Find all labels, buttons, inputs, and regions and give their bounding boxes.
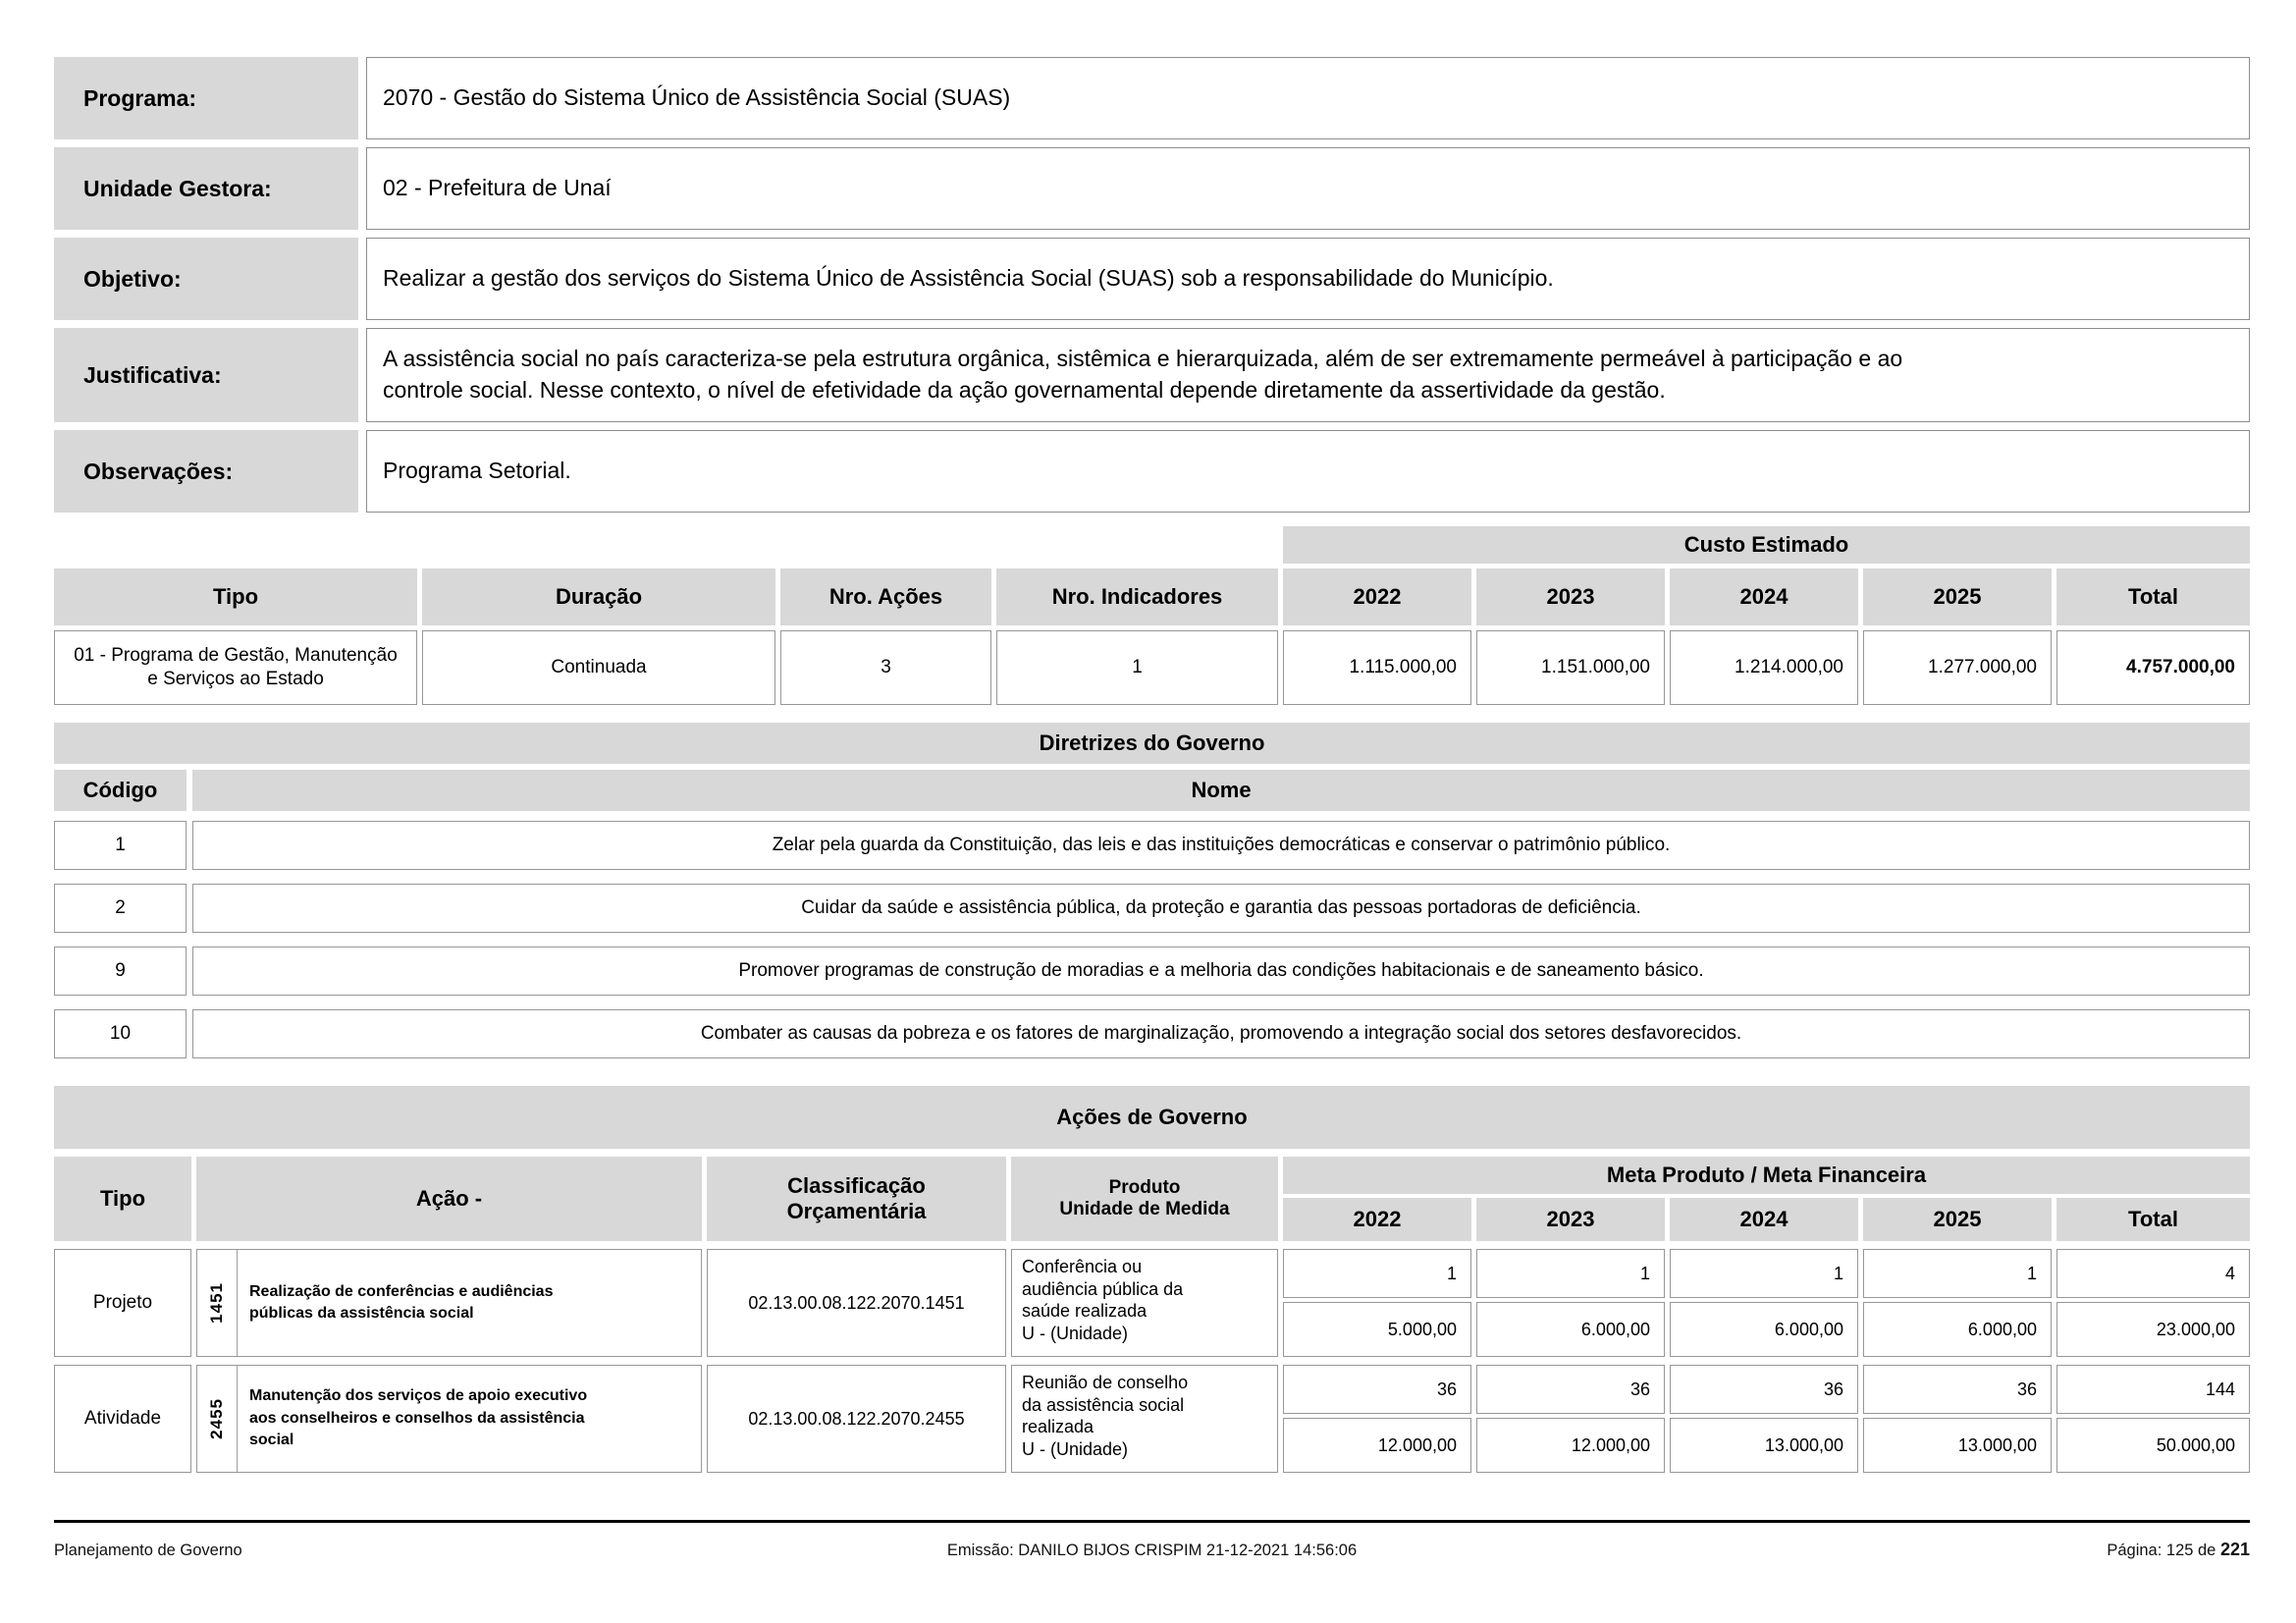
acoes-header-2022: 2022 (1283, 1198, 1471, 1241)
footer-report-name: Planejamento de Governo (54, 1542, 242, 1559)
meta-produto-2025: 1 (1863, 1249, 2052, 1298)
meta-financeira-2025: 13.000,00 (1863, 1418, 2052, 1473)
acao-numero-text: 1451 (207, 1282, 226, 1324)
acao-numero (197, 1366, 238, 1472)
custo-header-2022: 2022 (1283, 568, 1471, 625)
acao-row-projeto-1451 (54, 1249, 2250, 1357)
acao-classificacao: 02.13.00.08.122.2070.2455 (707, 1365, 1006, 1473)
acao-produto-desc: Reunião de conselho da assistência social realizada (1022, 1373, 1189, 1436)
meta-produto-total: 144 (2056, 1365, 2250, 1414)
acao-produto (1011, 1249, 1278, 1357)
custo-cell-total: 4.757.000,00 (2056, 630, 2250, 705)
diretriz-row-10 (54, 1009, 2250, 1058)
footer-divider (54, 1520, 2250, 1523)
diretriz-row-1 (54, 821, 2250, 870)
info-row-justificativa (54, 328, 2250, 422)
justificativa-label: Justificativa: (54, 328, 358, 422)
acoes-header-classificacao-text: Classificação Orçamentária (786, 1173, 927, 1223)
observacoes-label: Observações: (54, 430, 358, 513)
info-row-programa (54, 57, 2250, 139)
custo-cell-nro-indicadores: 1 (996, 630, 1278, 705)
diretrizes-title: Diretrizes do Governo (54, 723, 2250, 764)
acoes-header-produto (1011, 1157, 1278, 1241)
acao-row-atividade-2455 (54, 1365, 2250, 1473)
acoes-header-2024: 2024 (1670, 1198, 1858, 1241)
footer-page-label: Página: 125 de (2107, 1542, 2216, 1559)
programa-value (366, 57, 2250, 139)
unidade-gestora-label: Unidade Gestora: (54, 147, 358, 230)
acao-tipo: Projeto (54, 1249, 191, 1357)
diretrizes-header-codigo: Código (54, 770, 187, 811)
diretriz-codigo: 10 (54, 1009, 187, 1058)
meta-produto-2022: 1 (1283, 1249, 1471, 1298)
acao-produto-unidade: U - (Unidade) (1022, 1438, 1129, 1459)
custo-estimado-title: Custo Estimado (1283, 526, 2250, 564)
unidade-gestora-value-text: 02 - Prefeitura de Unaí (383, 175, 612, 201)
meta-financeira-2024: 6.000,00 (1670, 1302, 1858, 1357)
custo-cell-2024: 1.214.000,00 (1670, 630, 1858, 705)
report-page (54, 57, 2250, 1473)
unidade-gestora-value (366, 147, 2250, 230)
acao-numero-text: 2455 (207, 1398, 226, 1439)
programa-value-text: 2070 - Gestão do Sistema Único de Assistência Social (SUAS) (383, 84, 1011, 111)
custo-tipo-text: 01 - Programa de Gestão, Manutenção e Serviços ao Estado (74, 645, 398, 689)
acoes-header-produto-line1: Produto (1108, 1176, 1181, 1198)
acoes-header (54, 1157, 2250, 1241)
acoes-header-produto-line2: Unidade de Medida (1059, 1199, 1230, 1219)
programa-label: Programa: (54, 57, 358, 139)
custo-header-nro-indicadores: Nro. Indicadores (996, 568, 1278, 625)
acoes-header-total: Total (2056, 1198, 2250, 1241)
diretriz-codigo: 1 (54, 821, 187, 870)
footer-page-total: 221 (2219, 1540, 2250, 1559)
acoes-header-acao: Ação - (196, 1157, 702, 1241)
meta-produto-total: 4 (2056, 1249, 2250, 1298)
acao-descricao (238, 1366, 701, 1472)
acao-produto-desc: Conferência ou audiência pública da saúde realizada (1022, 1257, 1184, 1321)
meta-produto-2023: 1 (1476, 1249, 1665, 1298)
footer (54, 1540, 2250, 1560)
meta-financeira-total: 50.000,00 (2056, 1418, 2250, 1473)
custo-cell-duracao: Continuada (422, 630, 775, 705)
custo-cell-2023: 1.151.000,00 (1476, 630, 1665, 705)
info-row-unidade-gestora (54, 147, 2250, 230)
diretriz-codigo: 2 (54, 884, 187, 933)
acoes-header-2023: 2023 (1476, 1198, 1665, 1241)
diretriz-row-9 (54, 947, 2250, 996)
objetivo-value-text: Realizar a gestão dos serviços do Sistema Único de Assistência Social (SUAS) sob a responsabilidade do Município. (383, 265, 1554, 292)
meta-financeira-2023: 6.000,00 (1476, 1302, 1665, 1357)
meta-produto-2024: 36 (1670, 1365, 1858, 1414)
acao-produto-unidade: U - (Unidade) (1022, 1323, 1129, 1343)
acao-classificacao: 02.13.00.08.122.2070.1451 (707, 1249, 1006, 1357)
meta-produto-2024: 1 (1670, 1249, 1858, 1298)
acoes-header-2025: 2025 (1863, 1198, 2052, 1241)
acao-numero (197, 1250, 238, 1356)
meta-financeira-2022: 5.000,00 (1283, 1302, 1471, 1357)
observacoes-value (366, 430, 2250, 513)
custo-header-total: Total (2056, 568, 2250, 625)
justificativa-value (366, 328, 2250, 422)
diretriz-nome: Zelar pela guarda da Constituição, das leis e das instituições democráticas e conservar o patrimônio público. (192, 821, 2250, 870)
diretrizes-header-row (54, 770, 2250, 811)
acao-descricao-text: Realização de conferências e audiências públicas da assistência social (249, 1282, 554, 1322)
custo-cell-2022: 1.115.000,00 (1283, 630, 1471, 705)
diretriz-nome: Combater as causas da pobreza e os fatores de marginalização, promovendo a integração social dos setores desfavorecidos. (192, 1009, 2250, 1058)
diretriz-nome: Promover programas de construção de moradias e a melhoria das condições habitacionais e de saneamento básico. (192, 947, 2250, 996)
acoes-header-classificacao (707, 1157, 1006, 1241)
diretriz-codigo: 9 (54, 947, 187, 996)
acao-descricao-cell (196, 1365, 702, 1473)
custo-header-2025: 2025 (1863, 568, 2052, 625)
meta-produto-2023: 36 (1476, 1365, 1665, 1414)
custo-cell-2025: 1.277.000,00 (1863, 630, 2052, 705)
diretriz-nome: Cuidar da saúde e assistência pública, da proteção e garantia das pessoas portadoras de deficiência. (192, 884, 2250, 933)
custo-header-2024: 2024 (1670, 568, 1858, 625)
meta-financeira-total: 23.000,00 (2056, 1302, 2250, 1357)
observacoes-value-text: Programa Setorial. (383, 458, 571, 484)
acao-produto (1011, 1365, 1278, 1473)
acoes-header-meta: Meta Produto / Meta Financeira (1283, 1157, 2250, 1194)
custo-cell-tipo (54, 630, 417, 705)
custo-estimado-table (54, 526, 2250, 705)
objetivo-value (366, 238, 2250, 320)
acao-descricao-text: Manutenção dos serviços de apoio executivo aos conselheiros e conselhos da assistência social (249, 1387, 588, 1449)
meta-financeira-2023: 12.000,00 (1476, 1418, 1665, 1473)
acao-descricao-cell (196, 1249, 702, 1357)
acoes-header-tipo: Tipo (54, 1157, 191, 1241)
diretriz-row-2 (54, 884, 2250, 933)
diretrizes-header-nome: Nome (192, 770, 2250, 811)
meta-financeira-2022: 12.000,00 (1283, 1418, 1471, 1473)
custo-header-2023: 2023 (1476, 568, 1665, 625)
acao-tipo: Atividade (54, 1365, 191, 1473)
footer-emission-info: Emissão: DANILO BIJOS CRISPIM 21-12-2021 14:56:06 (946, 1542, 1358, 1559)
meta-produto-2022: 36 (1283, 1365, 1471, 1414)
justificativa-value-text: A assistência social no país caracteriza-se pela estrutura orgânica, sistêmica e hierarquizada, além de ser extremamente permeável à participação e ao controle social. Nesse contexto, o nível de efetividade da ação governamental depende diretamente da assertividade da gestão. (383, 346, 1903, 403)
acoes-title: Ações de Governo (54, 1086, 2250, 1149)
meta-financeira-2024: 13.000,00 (1670, 1418, 1858, 1473)
custo-header-nro-acoes: Nro. Ações (780, 568, 991, 625)
acao-descricao (238, 1250, 701, 1356)
meta-financeira-2025: 6.000,00 (1863, 1302, 2052, 1357)
custo-cell-nro-acoes: 3 (780, 630, 991, 705)
custo-header-duracao: Duração (422, 568, 775, 625)
objetivo-label: Objetivo: (54, 238, 358, 320)
meta-produto-2025: 36 (1863, 1365, 2052, 1414)
footer-page-info (1701, 1540, 2250, 1560)
custo-header-tipo: Tipo (54, 568, 417, 625)
info-row-observacoes (54, 430, 2250, 513)
info-row-objetivo (54, 238, 2250, 320)
